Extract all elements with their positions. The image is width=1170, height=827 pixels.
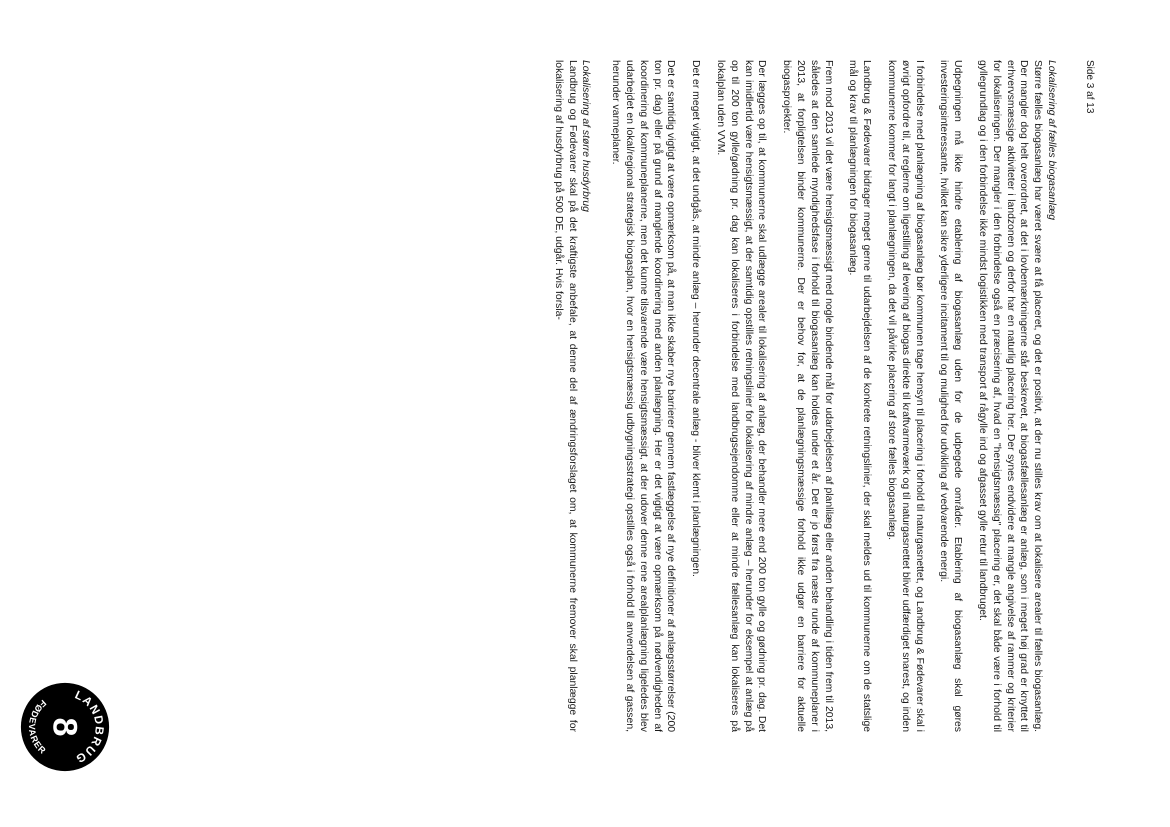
logo-text-top: LANDBRUG bbox=[72, 688, 106, 766]
paragraph: Frem mod 2013 vil det være hensigtsmæssigt med nogle bindende mål for udarbejdelsen af planlilæg eller anden behandling i tiden frem til 2013, således at den samlede myndighedsfase i forhold til biogasanlæg kan holdes under et år. Det er jo først fra næste runde af kommuneplaner i 2013, at forpligtelsen binder kommunerne. Der er behov for, at de planlægningsmæssige forhold ikke udgør en barriere for aktuelle biogasprojekter. bbox=[781, 60, 834, 732]
page-number: Side 3 af 13 bbox=[1084, 60, 1095, 114]
section-heading-biogas: Lokalisering af fælles biogasanlæg bbox=[1046, 60, 1057, 220]
section-heading-husdyrbrug: Lokalisering af større husdyrbrug bbox=[580, 60, 592, 212]
paragraph: Det er samtidig vigtigt at være opmærksom på, at man ikke skaber nye barrierer gennem fastlæggelse af nye definitioner af anlægsstørrelser (200 ton pr. dag) eller på grund af manglende koordinering med anden planlægning. Her er det vigtigt at være opmærksom på nødvendigheden af koordinering af kommuneplanerne, men det kunne tilsvarende være hensigtsmæssigt, at der udover denne rene arealplanlægning ligeledes blev udarbejdet en lokal/regional strategisk biogasplan, hvor en hensigtsmæssig udbygningsstrategi opstilles også i forhold til anvendelsen af gassen, herunder varmeplaner. bbox=[610, 60, 677, 732]
logo-glyph: 8 bbox=[45, 717, 84, 737]
paragraph: Landbrug & Fødevarer bidrager meget gerne til udarbejdelsen af de konkrete retningslinier, der skal meldes ud til kommunerne om de statslige mål og krav til planlægningen for biogasanlæg. bbox=[847, 60, 873, 732]
paragraph: I forbindelse med planlægning af biogasanlæg bør kommunen tage hensyn til placering i forhold til naturgasnettet, og Landbrug & Fødevarer skal i øvrigt opfordre til, at reglerne om ligestilling af levering af biogas direkte til kraftvarmeværk og til naturgasnettet bliver udfærdiget snarest, og inden kommunerne kommer for langt i planlægningen, da det vil påvirke placering af store fælles biogasanlæg. bbox=[886, 60, 925, 732]
section-biogas bbox=[608, 60, 1058, 732]
section-husdyrbrug bbox=[551, 60, 592, 732]
document-body bbox=[540, 60, 1058, 732]
paragraph: Der lægges op til, at kommunerne skal udlægge arealer til lokalisering af anlæg, der behandler mere end 200 ton gylle og gødning pr. dag. Det kan imidlertid være hensigtsmæssigt, at der samtidig opstilles retningslinier for lokalisering af mindre anlæg – herunder for eksempel at anlæg på op til 200 ton gylle/gødning pr. dag kan lokaliseres i forbindelse med landbrugsejendomme eller at mindre fællesanlæg kan lokaliseres på lokalplan uden VVM. bbox=[715, 60, 768, 732]
paragraph: Større fælles biogasanlæg har været svære at få placeret, og det er positivt, at der nu stilles krav om at lokalisere arealer til fælles biogasanlæg. Der mangler dog helt overordnet, at det i lovbemærkningerne står beskrevet, at biogasfællesanlæg er anlæg, som i meget høj grad er knyttet til erhvervsmæssige aktiviteter i landzonen og derfor har en naturlig placering her. Der synes endvidere at mangle angivelse af rammer og kriterier for lokaliseringen. Der mangler i den forbindelse også en præcisering af, hvad en "hensigtsmæssig" placering er, det skal både være i forhold til gyllegrundlag og i den forbindelse ikke mindst logistikken med transport af rågylle ind og afgasset gylle retur til landbruget. bbox=[977, 60, 1044, 732]
paragraph: Det er meget vigtigt, at det undgås, at mindre anlæg – herunder decentrale anlæg - bliver klemt i planlægningen. bbox=[690, 60, 702, 577]
paragraph: Landbrug og Fødevarer skal på det kraftigste anbefale, at denne del af ændringsforslaget om, at kommunerne fremover skal planlægge for lokalisering af husdyrbrug på 500 DE, udgår. Hvis forsla- bbox=[552, 60, 578, 732]
logo-text-bottom: FØDEVARER bbox=[26, 697, 49, 757]
document-page bbox=[0, 60, 1170, 766]
landbrug-foedevarer-logo bbox=[20, 682, 110, 772]
paragraph: Udpegningen må ikke hindre etablering af biogasanlæg uden for de udpegede områder. Etablering af biogasanlæg skal gøres investeringsinteressante, hvilket kan sikre yderligere incitament til og mulighed for udvikling af vedvarende energi. bbox=[938, 60, 964, 732]
